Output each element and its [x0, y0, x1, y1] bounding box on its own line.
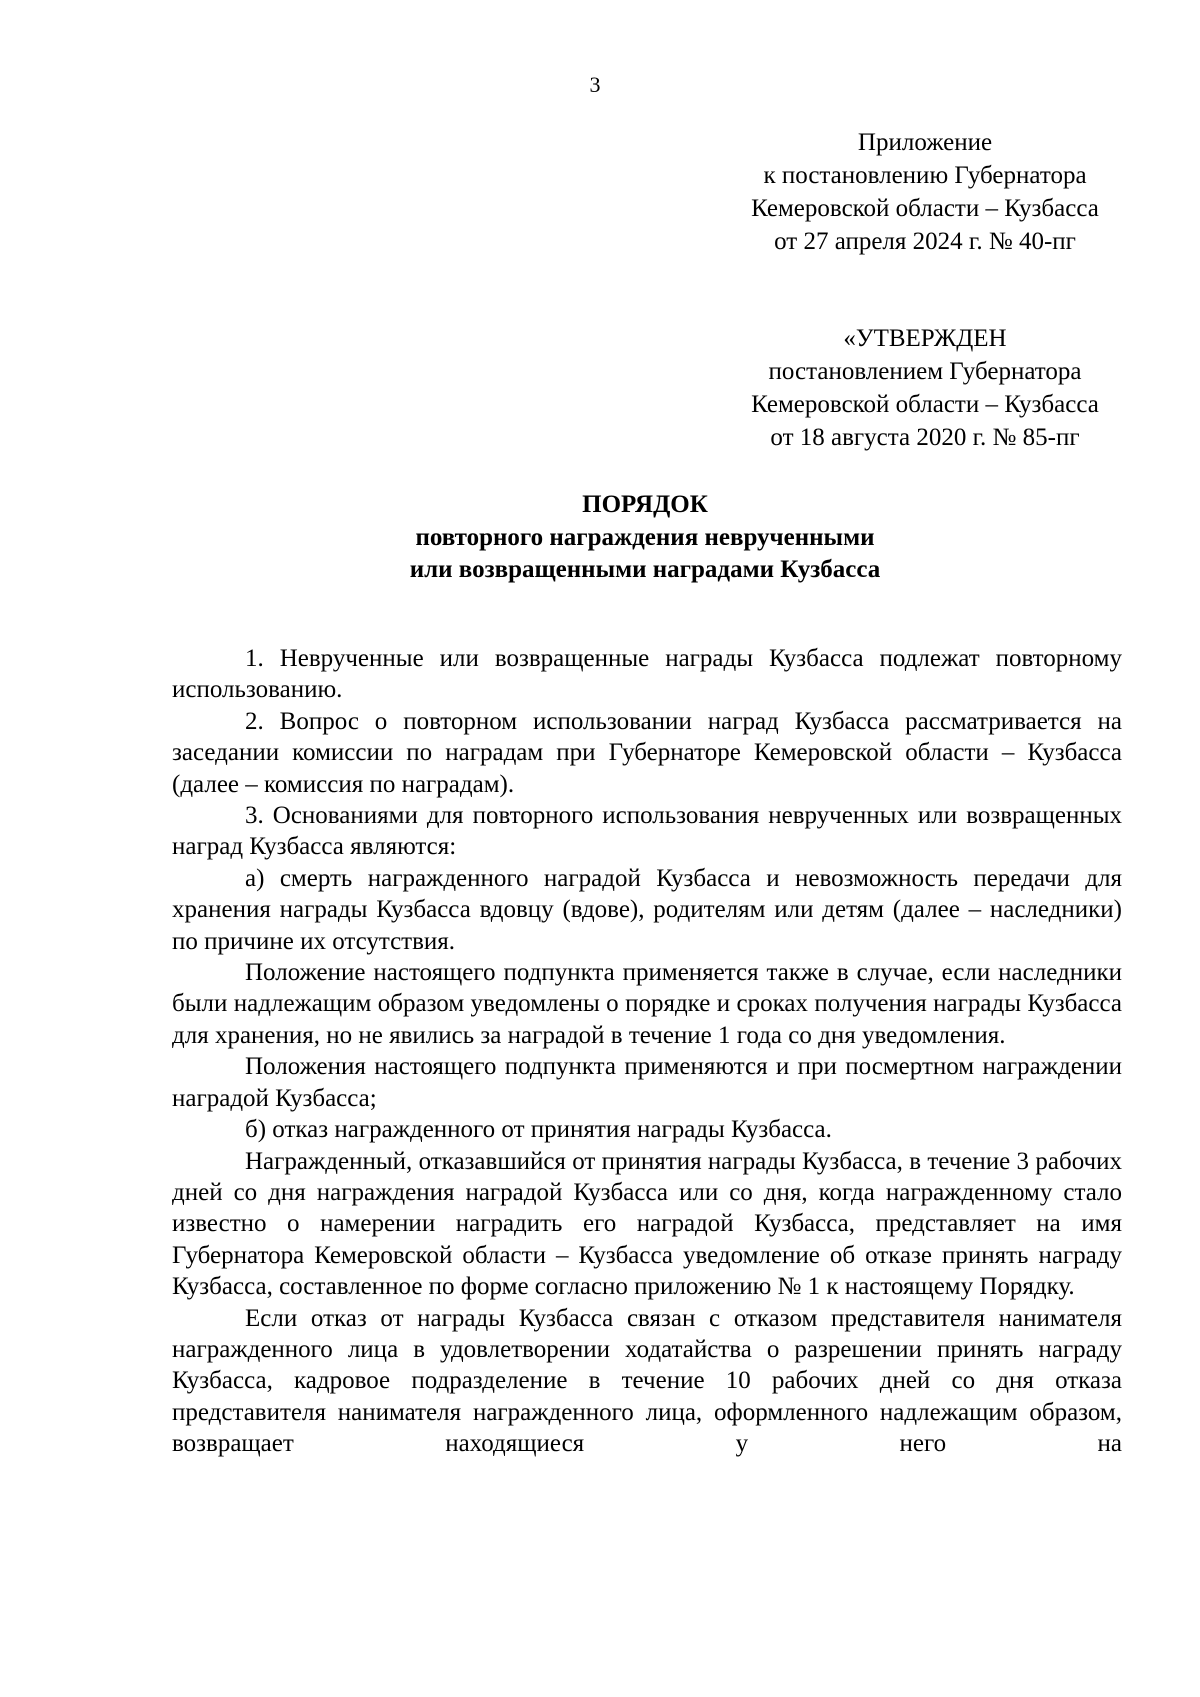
document-title: ПОРЯДОК	[582, 491, 708, 518]
paragraph-3a-posthumous: Положения настоящего подпункта применяются и при посмертном награждении наградой Кузбасса;	[172, 1053, 1122, 1112]
document-body	[172, 643, 1122, 1460]
paragraph-3a-provision: Положение настоящего подпункта применяется также в случае, если наследники были надлежащим образом уведомлены о порядке и сроках получения награды Кузбасса для хранения, но не явились за наградой в течение 1 года со дня уведомления.	[172, 959, 1122, 1049]
paragraph-3: 3. Основаниями для повторного использования неврученных или возвращенных наград Кузбасса являются:	[172, 802, 1122, 861]
paragraph-3a: а) смерть награжденного наградой Кузбасса и невозможность передачи для хранения награды Кузбасса вдовцу (вдове), родителям или детям (далее – наследники) по причине их отсутствия.	[172, 864, 1122, 955]
page-number: 3	[589, 72, 601, 97]
document-heading	[0, 488, 1200, 586]
appendix-line: Приложение	[857, 129, 993, 156]
paragraph-1: 1. Неврученные или возвращенные награды Кузбасса подлежат повторному использованию.	[172, 645, 1122, 704]
approval-line: постановлением Губернатора	[768, 358, 1082, 385]
approval-stamp	[710, 322, 1140, 454]
appendix-line: Кемеровской области – Кузбасса	[751, 195, 1099, 222]
document-subtitle-line: повторного награждения неврученными	[415, 524, 875, 551]
paragraph-2: 2. Вопрос о повторном использовании наград Кузбасса рассматривается на заседании комиссии по наградам при Губернаторе Кемеровской области – Кузбасса (далее – комиссия по наградам).	[172, 707, 1122, 798]
approval-line: от 18 августа 2020 г. № 85-пг	[770, 424, 1080, 451]
document-subtitle-line: или возвращенными наградами Кузбасса	[409, 556, 881, 583]
paragraph-3b-employer: Если отказ от награды Кузбасса связан с отказом представителя нанимателя награжденного лица в удовлетворении ходатайства о разрешении принять награду Кузбасса, кадровое подразделение в течение 10 рабочих дней со дня отказа представителя нанимателя награжденного лица, оформленного надлежащим образом, возвращает находящиеся у него на	[172, 1304, 1122, 1458]
approval-line: «УТВЕРЖДЕН	[843, 325, 1007, 352]
paragraph-3b-notice: Награжденный, отказавшийся от принятия награды Кузбасса, в течение 3 рабочих дней со дня награждения наградой Кузбасса или со дня, когда награжденному стало известно о намерении наградить его наградой Кузбасса, представляет на имя Губернатора Кемеровской области – Кузбасса уведомление об отказе принять награду Кузбасса, составленное по форме согласно приложению № 1 к настоящему Порядку.	[172, 1147, 1122, 1301]
appendix-stamp	[710, 126, 1140, 258]
paragraph-3b: б) отказ награжденного от принятия награды Кузбасса.	[245, 1116, 832, 1144]
appendix-line: к постановлению Губернатора	[763, 162, 1087, 189]
approval-line: Кемеровской области – Кузбасса	[751, 391, 1099, 418]
appendix-line: от 27 апреля 2024 г. № 40-пг	[774, 228, 1076, 255]
